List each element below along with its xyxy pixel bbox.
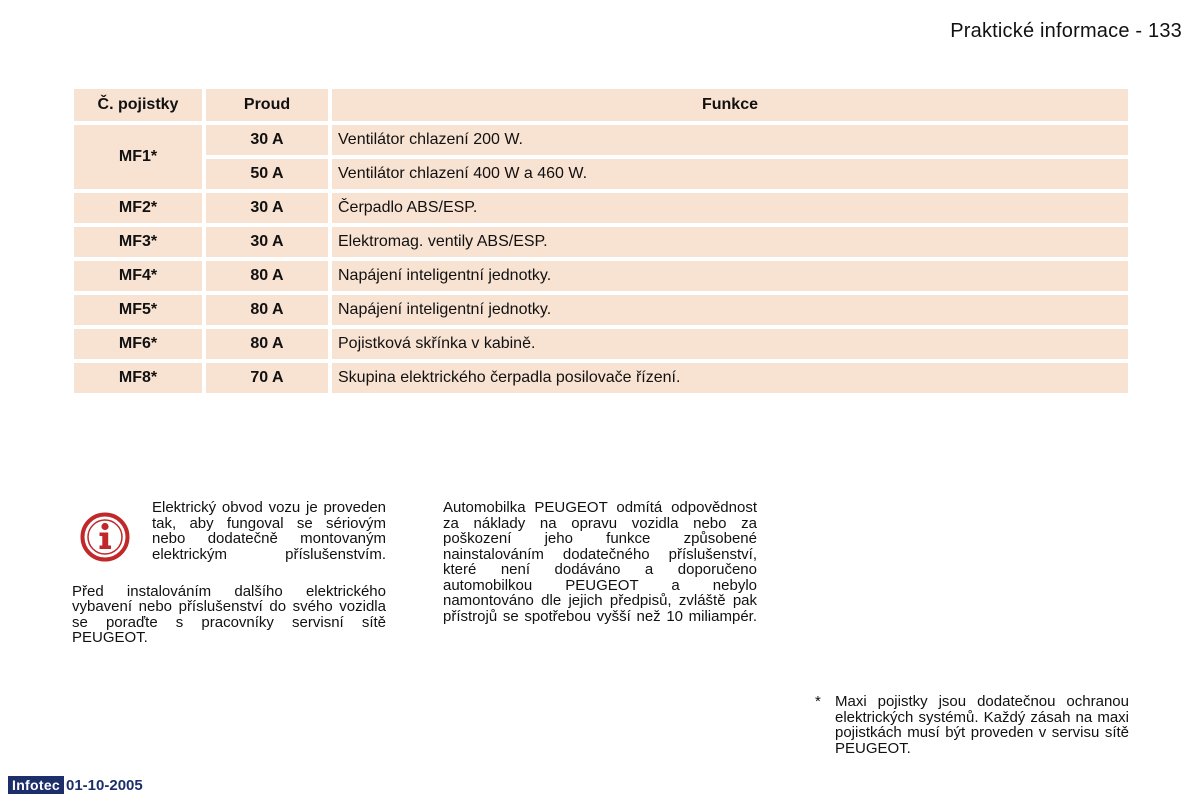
table-row [74,227,1128,257]
function-cell: Ventilátor chlazení 400 W a 460 W. [332,159,1128,189]
current-cell: 30 A [206,193,328,223]
column-header-current: Proud [206,89,328,121]
infotec-logo: Infotec [8,776,64,794]
footnote [815,694,1129,772]
current-cell: 80 A [206,329,328,359]
function-cell: Napájení inteligentní jednotky. [332,295,1128,325]
info-icon [80,512,130,562]
fuse-number-cell: MF5* [74,295,202,325]
fuse-number-cell: MF4* [74,261,202,291]
fuse-number-cell: MF1* [74,125,202,189]
fuse-number-cell: MF2* [74,193,202,223]
current-cell: 30 A [206,125,328,155]
footer [8,776,143,794]
table-row [74,261,1128,291]
info-text-consult-service: Před instalováním dalšího elektrického vybavení nebo příslušenství do svého vozidla se poraďte s pracovníky servisní sítě PEUGEOT. [72,582,386,646]
table-row [74,363,1128,393]
footnote-asterisk: * [815,693,821,710]
function-cell: Skupina elektrického čerpadla posilovače řízení. [332,363,1128,393]
column-header-fuse-number: Č. pojistky [74,89,202,121]
fuse-number-cell: MF8* [74,363,202,393]
current-cell: 50 A [206,159,328,189]
function-cell: Ventilátor chlazení 200 W. [332,125,1128,155]
current-cell: 80 A [206,261,328,291]
table-row [74,125,1128,155]
function-cell: Elektromag. ventily ABS/ESP. [332,227,1128,257]
table-row [74,159,1128,189]
current-cell: 30 A [206,227,328,257]
disclaimer-text: Automobilka PEUGEOT odmítá odpovědnost za náklady na opravu vozidla nebo za poškození jeho funkce způsobené nainstalováním dodatečného příslušenství, které není dodáváno a doporučeno automobilkou PEUGEOT a nebylo namontováno dle jejich předpisů, zvláště pak přístrojů se spotřebou vyšší než 10 miliampér. [443,499,757,625]
table-row [74,193,1128,223]
page-title: Praktické informace - 133 [950,20,1182,42]
fuse-number-cell: MF3* [74,227,202,257]
current-cell: 70 A [206,363,328,393]
footnote-text: Maxi pojistky jsou dodatečnou ochranou elektrických systémů. Každý zásah na maxi pojistkách musí být proveden v servisu sítě PEUGEOT. [835,693,1129,757]
table-row [74,329,1128,359]
table-row [74,295,1128,325]
fuse-table [70,85,1132,397]
function-cell: Napájení inteligentní jednotky. [332,261,1128,291]
table-header-row [74,89,1128,121]
info-note [72,500,386,661]
current-cell: 80 A [206,295,328,325]
edition-date: 01-10-2005 [66,776,143,794]
fuse-number-cell: MF6* [74,329,202,359]
function-cell: Čerpadlo ABS/ESP. [332,193,1128,223]
column-header-function: Funkce [332,89,1128,121]
info-text-compatibility: Elektrický obvod vozu je proveden tak, aby fungoval se sériovým nebo dodatečně montovaným elektrickým příslušenstvím. [152,499,386,563]
function-cell: Pojistková skřínka v kabině. [332,329,1128,359]
